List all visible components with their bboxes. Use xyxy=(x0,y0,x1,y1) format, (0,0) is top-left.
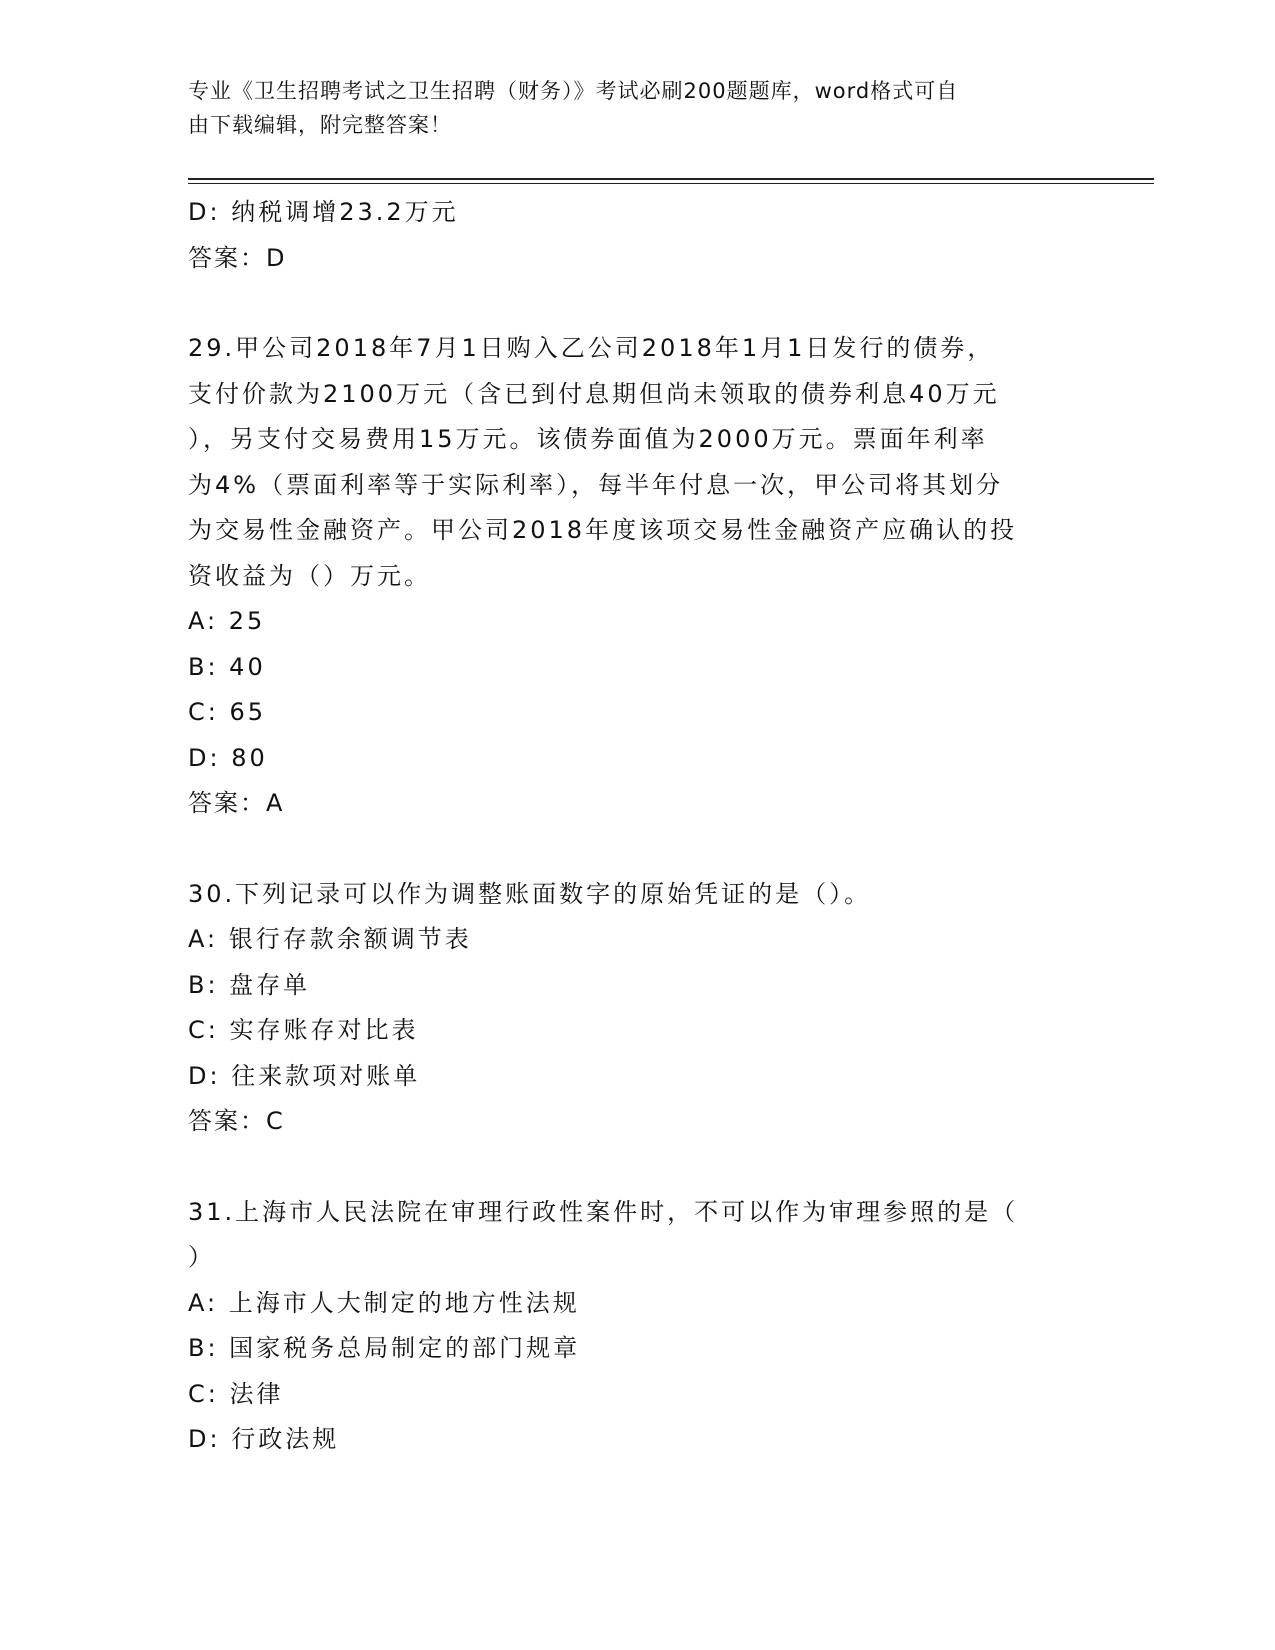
q30-stem-line: 30.下列记录可以作为调整账面数字的原始凭证的是（）。 xyxy=(188,879,872,908)
q31-stem-line: ） xyxy=(188,1243,215,1271)
q29-option-d: D: 80 xyxy=(188,743,268,772)
spacer xyxy=(188,1145,1068,1190)
q31-option-a: A: 上海市人大制定的地方性法规 xyxy=(188,1288,580,1317)
prev-option-d: D: 纳税调增23.2万元 xyxy=(188,198,459,226)
header-line-1: 专业《卫生招聘考试之卫生招聘（财务）》考试必刷200题题库，word格式可自 xyxy=(188,79,959,103)
q30-option-c: C: 实存账存对比表 xyxy=(188,1016,419,1044)
q29-stem-line: 为4%（票面利率等于实际利率），每半年付息一次，甲公司将其划分 xyxy=(188,470,1004,499)
q31-option-c: C: 法律 xyxy=(188,1379,284,1408)
q29-stem-line: ），另支付交易费用15万元。该债券面值为2000万元。票面年利率 xyxy=(188,425,988,453)
header-divider-thick xyxy=(188,178,1154,180)
q29-stem-line: 29.甲公司2018年7月1日购入乙公司2018年1月1日发行的债券， xyxy=(188,334,995,362)
q30-answer: 答案：C xyxy=(188,1107,285,1135)
q29-stem-line: 资收益为（）万元。 xyxy=(188,561,431,590)
spacer xyxy=(188,281,1068,326)
q30-option-a: A: 银行存款余额调节表 xyxy=(188,925,472,953)
header-divider-thin xyxy=(188,183,1154,184)
question-29 xyxy=(188,326,1068,827)
q29-answer: 答案：A xyxy=(188,789,285,817)
q31-option-d: D: 行政法规 xyxy=(188,1425,340,1453)
q29-option-c: C: 65 xyxy=(188,698,267,726)
question-30 xyxy=(188,872,1068,1145)
question-content xyxy=(188,190,1068,1463)
q31-stem-line: 31.上海市人民法院在审理行政性案件时，不可以作为审理参照的是（ xyxy=(188,1197,1019,1226)
q30-option-b: B: 盘存单 xyxy=(188,970,311,999)
q31-option-b: B: 国家税务总局制定的部门规章 xyxy=(188,1334,581,1362)
spacer xyxy=(188,827,1068,872)
q29-option-a: A: 25 xyxy=(188,607,266,635)
q29-stem-line: 为交易性金融资产。甲公司2018年度该项交易性金融资产应确认的投 xyxy=(188,516,1018,544)
header-line-2: 由下载编辑，附完整答案！ xyxy=(188,113,452,137)
prev-answer: 答案：D xyxy=(188,243,287,272)
q29-option-b: B: 40 xyxy=(188,652,266,681)
document-header xyxy=(188,74,1068,142)
question-31 xyxy=(188,1190,1068,1463)
q30-option-d: D: 往来款项对账单 xyxy=(188,1061,421,1090)
q29-stem-line: 支付价款为2100万元（含已到付息期但尚未领取的债券利息40万元 xyxy=(188,379,1000,408)
